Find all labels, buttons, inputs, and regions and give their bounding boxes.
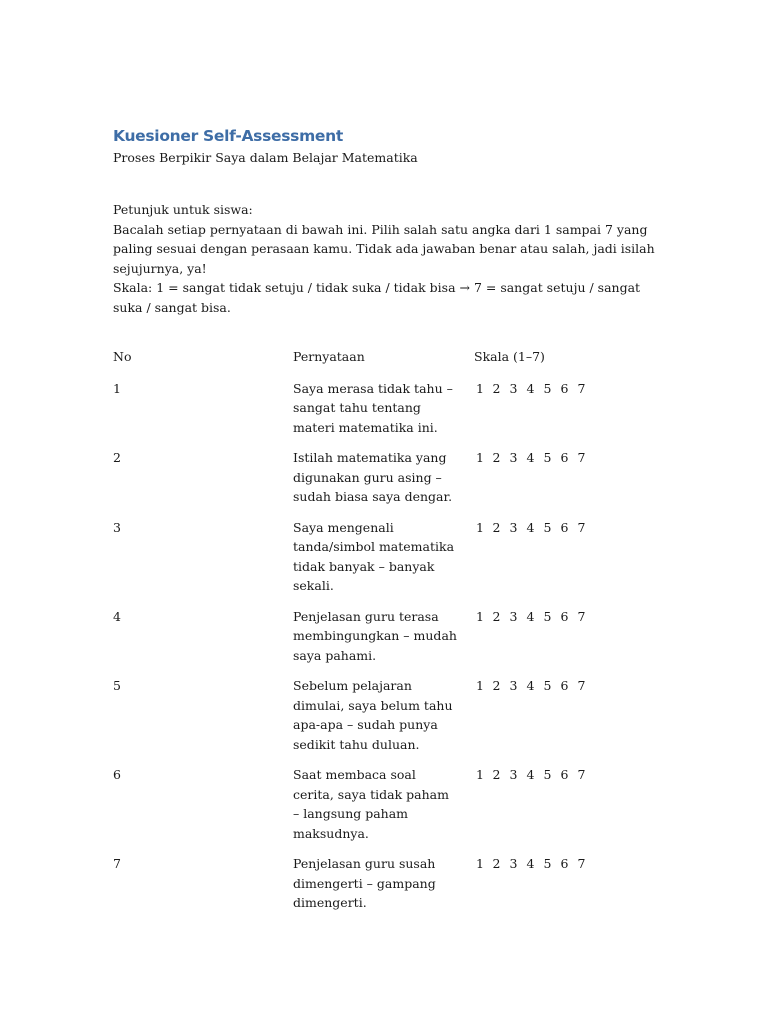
row-scale [474,379,658,449]
scale-option[interactable]: 1 [476,450,484,465]
row-statement: Sebelum pelajaran dimulai, saya belum tahu apa-apa – sudah punya sedikit tahu duluan. [293,678,453,752]
scale-option[interactable]: 5 [543,519,552,535]
scale-option[interactable]: 2 [492,767,501,782]
scale-option[interactable]: 6 [560,767,569,782]
row-statement: Saya mengenali tanda/simbol matematika tidak banyak – banyak sekali. [293,519,455,593]
scale-option[interactable]: 4 [526,380,535,396]
scale-option[interactable]: 6 [560,450,569,465]
table-row [113,379,658,449]
scale-option[interactable]: 5 [543,450,552,465]
row-statement: Penjelasan guru susah dimengerti – gampang dimengerti. [293,856,436,910]
scale-option[interactable]: 2 [492,608,501,624]
scale-option[interactable]: 3 [509,380,518,396]
scale-option[interactable]: 6 [560,380,569,396]
scale-option[interactable]: 5 [543,856,552,871]
scale-option[interactable]: 2 [492,450,501,465]
table-row [113,765,658,854]
scale-option[interactable]: 4 [526,767,535,782]
scale-option[interactable]: 3 [509,767,518,782]
scale-option[interactable]: 5 [543,678,552,693]
table-header-row [113,347,658,379]
row-statement: Saat membaca soal cerita, saya tidak paham – langsung paham maksudnya. [293,767,449,841]
scale-option[interactable]: 2 [492,678,501,693]
scale-option[interactable]: 7 [577,450,586,465]
scale-option[interactable]: 1 [476,519,484,535]
scale-option[interactable]: 4 [526,450,535,465]
row-scale [474,518,658,607]
scale-option[interactable]: 6 [560,856,569,871]
row-scale [474,854,658,924]
row-statement: Istilah matematika yang digunakan guru asing – sudah biasa saya dengar. [293,450,453,504]
row-number: 4 [113,608,121,624]
table-row [113,676,658,765]
scale-option[interactable]: 6 [560,678,569,693]
scale-option[interactable]: 1 [476,380,484,396]
scale-options [474,607,658,627]
scale-option[interactable]: 7 [577,519,586,535]
questionnaire-table [113,347,658,924]
row-statement: Saya merasa tidak tahu – sangat tahu tentang materi matematika ini. [293,380,453,435]
scale-option[interactable]: 6 [560,608,569,624]
row-number: 2 [113,450,121,465]
scale-options [474,676,658,696]
row-scale [474,607,658,677]
scale-option[interactable]: 7 [577,678,586,693]
row-number: 3 [113,519,121,535]
scale-option[interactable]: 4 [526,519,535,535]
instructions-block [113,200,658,317]
row-scale [474,448,658,518]
scale-option[interactable]: 3 [509,856,518,871]
scale-option[interactable]: 5 [543,608,552,624]
scale-option[interactable]: 3 [509,608,518,624]
row-statement: Penjelasan guru terasa membingungkan – mudah saya pahami. [293,608,457,663]
row-number: 7 [113,856,121,871]
header-no: No [113,349,132,364]
scale-option[interactable]: 1 [476,856,484,871]
row-number: 5 [113,678,121,693]
scale-options [474,448,658,468]
instructions-body: Bacalah setiap pernyataan di bawah ini. Pilih salah satu angka dari 1 sampai 7 yang paling sesuai dengan perasaan kamu. Tidak ada jawaban benar atau salah, jadi isilah sejujurnya, ya! [113,221,655,276]
scale-note: Skala: 1 = sangat tidak setuju / tidak suka / tidak bisa → 7 = sangat setuju / sangat suka / sangat bisa. [113,280,641,315]
header-statement: Pernyataan [293,349,365,364]
scale-option[interactable]: 1 [476,767,484,782]
scale-option[interactable]: 2 [492,519,501,535]
scale-options [474,379,658,399]
scale-option[interactable]: 7 [577,856,586,871]
scale-option[interactable]: 7 [577,767,586,782]
scale-option[interactable]: 2 [492,856,501,871]
scale-option[interactable]: 4 [526,678,535,693]
scale-options [474,854,658,874]
document-page [113,126,658,924]
scale-options [474,765,658,785]
table-row [113,518,658,607]
table-row [113,854,658,924]
scale-option[interactable]: 1 [476,608,484,624]
scale-option[interactable]: 5 [543,767,552,782]
table-row [113,607,658,677]
document-subtitle: Proses Berpikir Saya dalam Belajar Matematika [113,150,418,165]
instructions-heading: Petunjuk untuk siswa: [113,202,253,217]
scale-option[interactable]: 4 [526,608,535,624]
header-scale: Skala (1–7) [474,349,545,364]
scale-option[interactable]: 3 [509,450,518,465]
table-body [113,379,658,924]
document-title: Kuesioner Self-Assessment [113,127,343,145]
row-scale [474,676,658,765]
row-scale [474,765,658,854]
scale-option[interactable]: 5 [543,380,552,396]
row-number: 6 [113,767,121,782]
scale-option[interactable]: 7 [577,608,586,624]
scale-option[interactable]: 6 [560,519,569,535]
table-row [113,448,658,518]
scale-options [474,518,658,538]
scale-option[interactable]: 3 [509,678,518,693]
scale-option[interactable]: 2 [492,380,501,396]
scale-option[interactable]: 3 [509,519,518,535]
scale-option[interactable]: 1 [476,678,484,693]
scale-option[interactable]: 4 [526,856,535,871]
scale-option[interactable]: 7 [577,380,586,396]
row-number: 1 [113,380,121,396]
